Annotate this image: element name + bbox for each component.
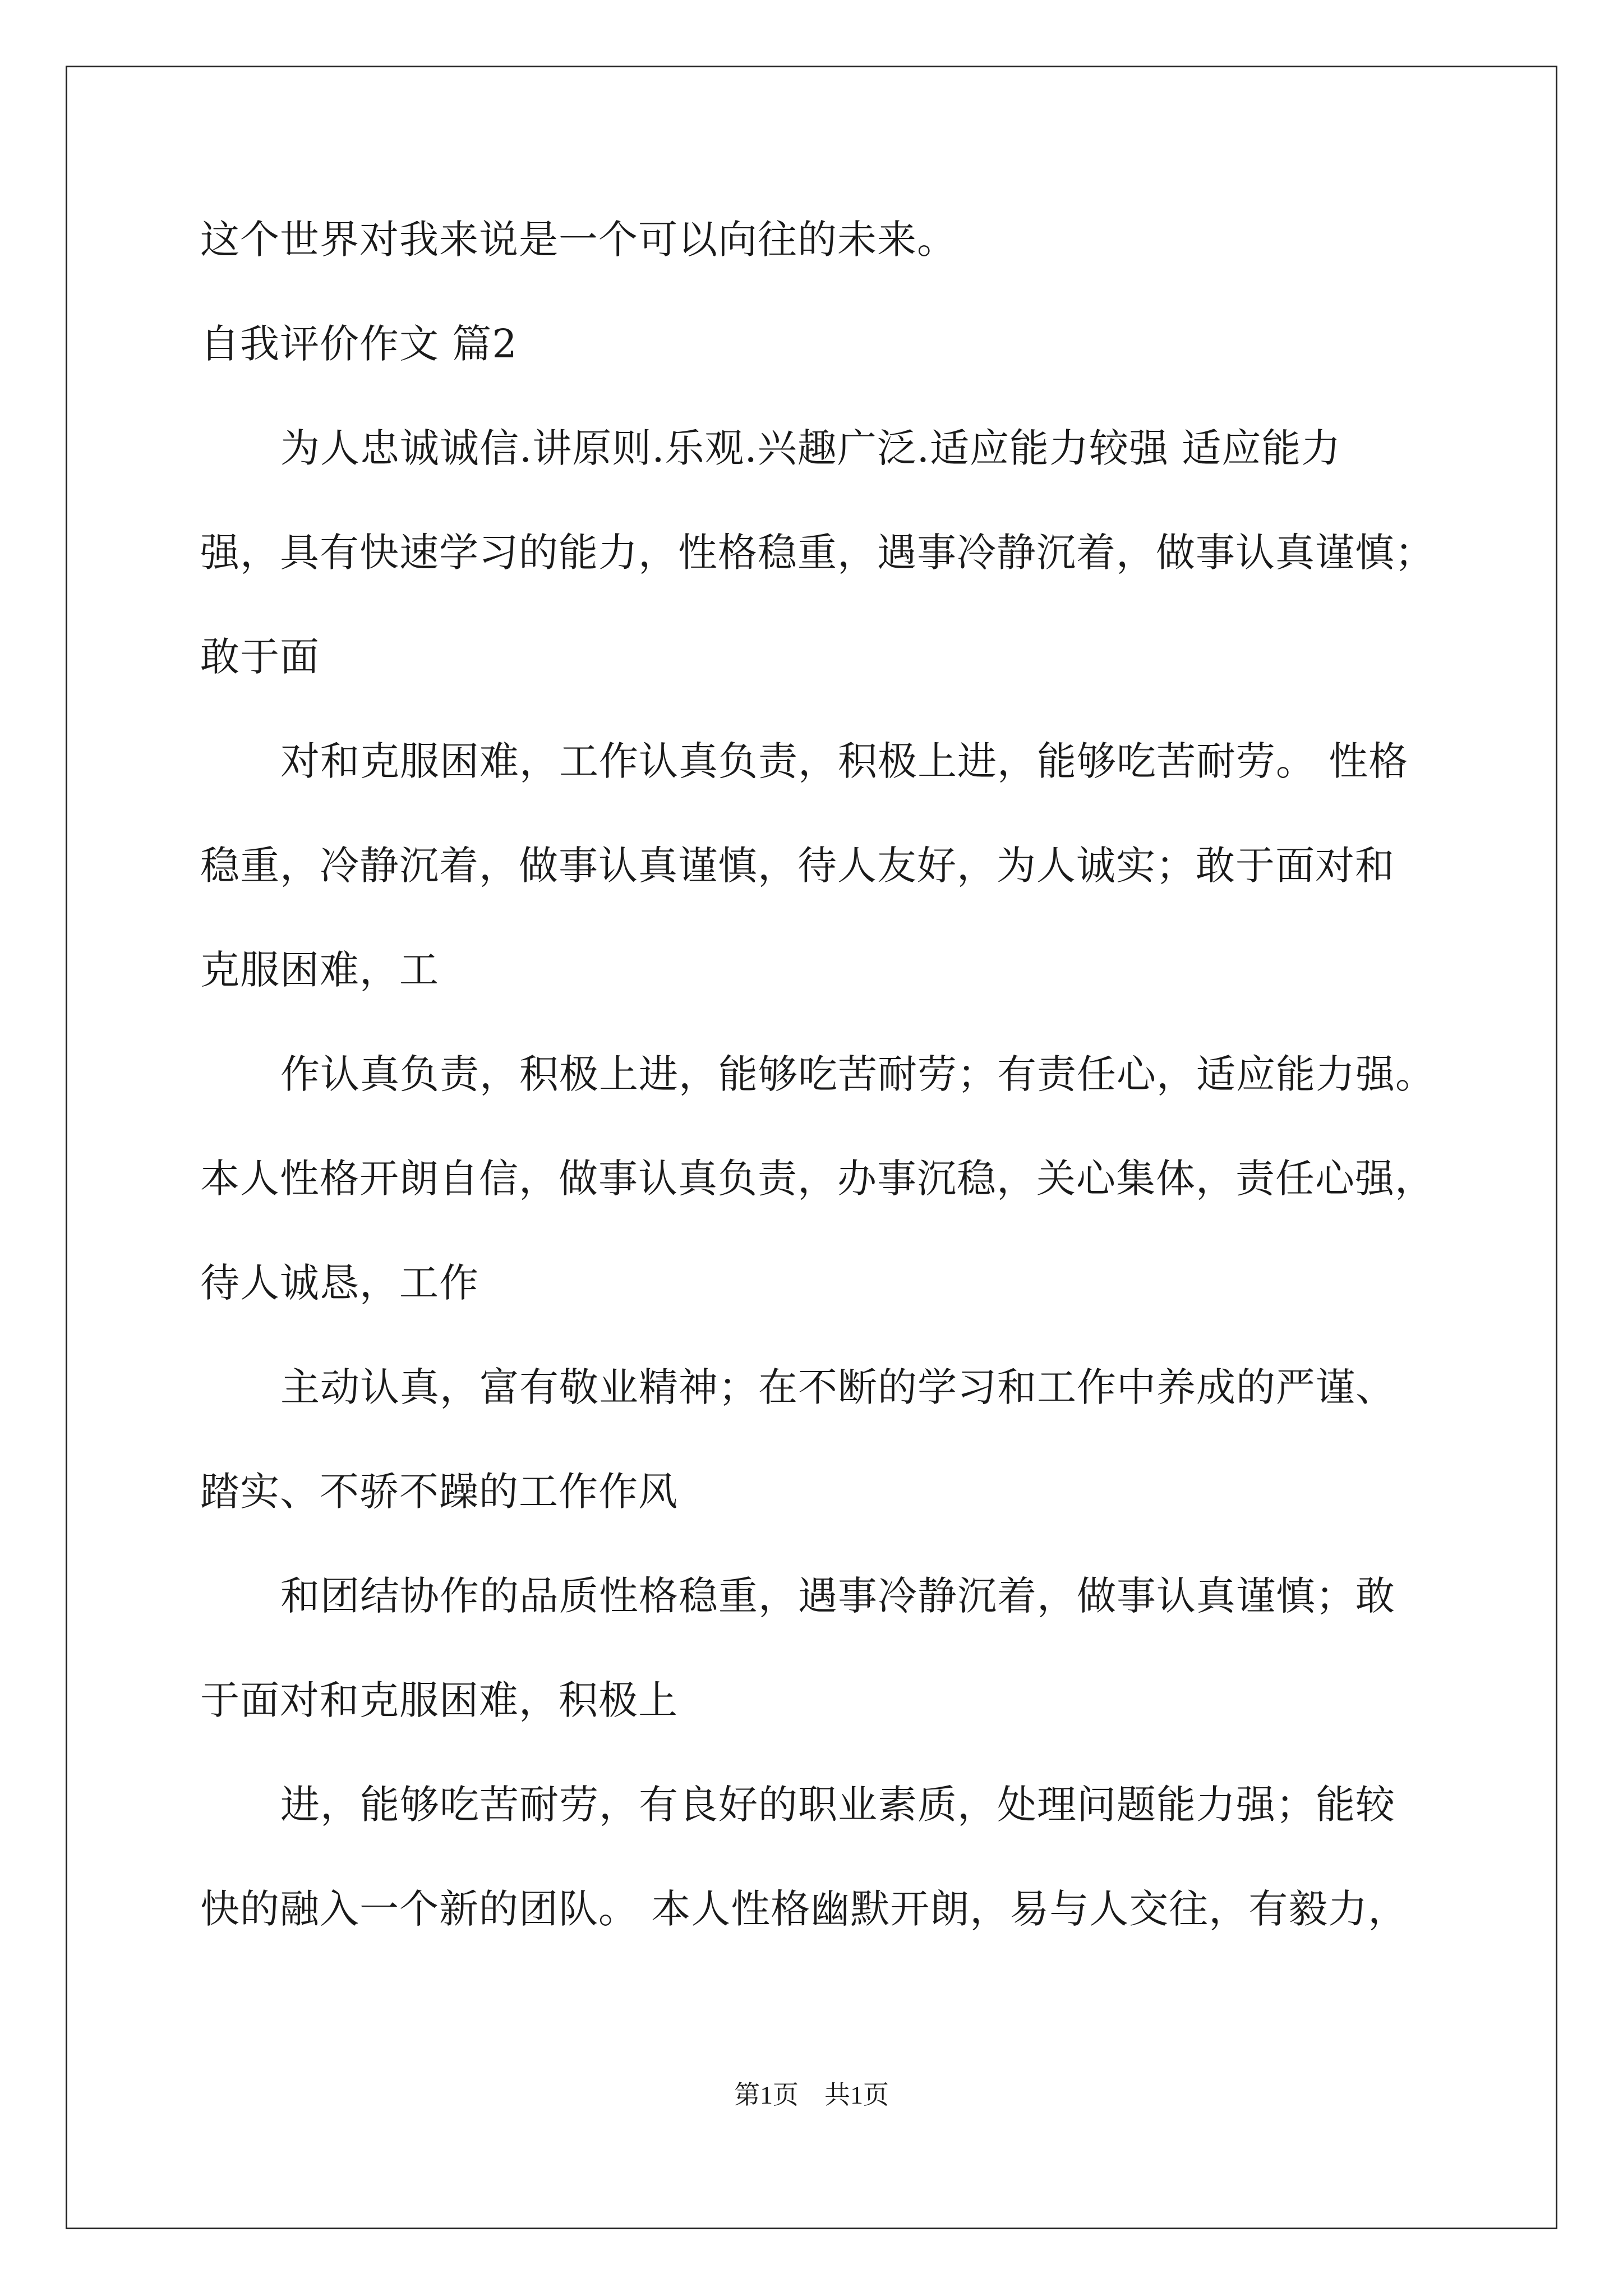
text-line: 于面对和克服困难，积极上 <box>200 1677 678 1723</box>
text-line: 快的融入一个新的团队。 本人性格幽默开朗，易与人交往，有毅力， <box>200 1886 1408 1932</box>
text-line: 敢于面 <box>200 634 320 680</box>
document-body <box>200 213 1445 1987</box>
text-line: 稳重，冷静沉着，做事认真谨慎，待人友好，为人诚实；敢于面对和 <box>200 843 1395 889</box>
page-footer <box>0 2078 1623 2112</box>
text-line: 作认真负责，积极上进，能够吃苦耐劳；有责任心，适应能力强。 <box>280 1051 1435 1097</box>
text-line: 对和克服困难，工作认真负责，积极上进，能够吃苦耐劳。 性格 <box>280 738 1409 784</box>
text-line: 和团结协作的品质性格稳重，遇事冷静沉着，做事认真谨慎；敢 <box>280 1573 1395 1619</box>
text-line: 本人性格开朗自信，做事认真负责，办事沉稳，关心集体，责任心强， <box>200 1156 1435 1202</box>
page-total: 共1页 <box>824 2081 889 2109</box>
page-number: 第1页 <box>734 2081 799 2109</box>
text-line: 强，具有快速学习的能力，性格稳重，遇事冷静沉着，做事认真谨慎； <box>200 530 1435 576</box>
text-line: 这个世界对我来说是一个可以向往的未来。 <box>200 217 957 263</box>
text-line: 进，能够吃苦耐劳，有良好的职业素质，处理问题能力强；能较 <box>280 1782 1395 1828</box>
text-line: 为人忠诚诚信.讲原则.乐观.兴趣广泛.适应能力较强 适应能力 <box>280 425 1341 471</box>
text-line: 克服困难，工 <box>200 947 439 993</box>
section-heading: 自我评价作文 篇2 <box>200 321 518 367</box>
text-line: 主动认真，富有敬业精神；在不断的学习和工作中养成的严谨、 <box>280 1364 1395 1410</box>
text-line: 待人诚恳，工作 <box>200 1260 479 1306</box>
text-line: 踏实、不骄不躁的工作作风 <box>200 1469 678 1515</box>
